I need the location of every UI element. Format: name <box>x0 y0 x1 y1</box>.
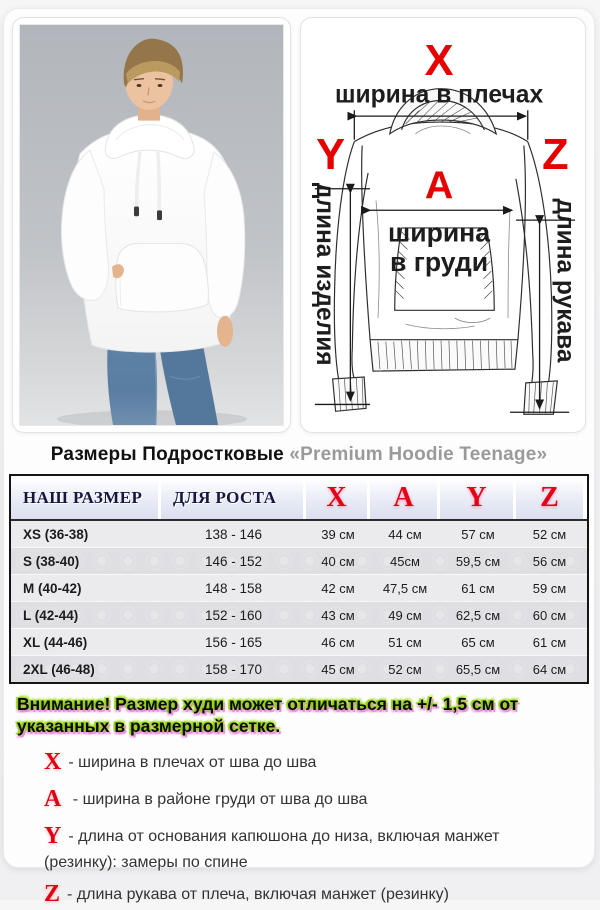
legend-item-y <box>44 821 576 874</box>
legend-item-z <box>44 879 576 910</box>
legend-text-a: - ширина в районе груди от шва до шва <box>68 791 368 809</box>
diagram-a-letter: A <box>424 163 454 208</box>
legend-item-a <box>44 784 576 816</box>
table-row: S (38-40) 146 - 152 40 см 45см 59,5 см 56 см <box>11 547 587 574</box>
size-table-header <box>11 476 587 521</box>
table-row: M (40-42) 148 - 158 42 см 47,5 см 61 см 59 см <box>11 574 587 601</box>
diagram-y-letter: Y <box>316 131 346 180</box>
header-cell-z: Z <box>516 476 583 519</box>
size-table-body <box>11 521 587 682</box>
legend-letter-z: Z <box>44 880 61 907</box>
measurement-legend <box>44 747 576 910</box>
table-row: 2XL (46-48) 158 - 170 45 см 52 см 65,5 см 64 см <box>11 655 587 682</box>
header-cell-a: A <box>370 476 440 519</box>
legend-text-x: - ширина в плечах от шва до шва <box>68 754 317 772</box>
measurement-diagram <box>307 24 579 426</box>
top-cards-row <box>4 9 594 433</box>
legend-item-x <box>44 747 576 779</box>
diagram-a-label-line1: ширина <box>388 217 491 248</box>
title-ru: Размеры Подростковые <box>50 444 284 465</box>
legend-letter-a: A <box>44 786 62 813</box>
size-chart-panel <box>3 8 595 907</box>
title-product-name: «Premium Hoodie Teenage» <box>289 444 548 465</box>
legend-letter-y: Y <box>44 822 62 849</box>
table-row: L (42-44) 152 - 160 43 см 49 см 62,5 см 60 см <box>11 601 587 628</box>
model-photo <box>19 24 284 426</box>
table-row: XS (36-38) 138 - 146 39 см 44 см 57 см 52 см <box>11 521 587 547</box>
diagram-z-label: длина рукава <box>551 198 579 363</box>
legend-letter-x: X <box>44 749 62 776</box>
model-photo-card <box>12 17 291 433</box>
legend-text-y: - длина от основания капюшона до низа, включая манжет (резинку): замеры по спине <box>44 827 500 872</box>
header-cell-height: ДЛЯ РОСТА <box>161 476 306 519</box>
diagram-z-letter: Z <box>542 131 569 180</box>
diagram-x-letter: X <box>424 37 454 85</box>
diagram-y-label: длина изделия <box>310 182 338 366</box>
table-row: XL (44-46) 156 - 165 46 см 51 см 65 см 61 см <box>11 628 587 655</box>
size-table <box>9 474 589 684</box>
header-cell-size: НАШ РАЗМЕР <box>11 476 161 519</box>
legend-text-z: - длина рукава от плеча, включая манжет (резинку) <box>67 885 449 903</box>
hoodie-measurement-diagram <box>307 24 579 426</box>
teen-in-white-hoodie-photo <box>20 25 283 425</box>
measurement-diagram-card <box>300 17 586 433</box>
size-tolerance-warning: Внимание! Размер худи может отличаться на +/- 1,5 см от указанных в размерной сетке. <box>17 694 519 737</box>
header-cell-x: X <box>306 476 370 519</box>
header-cell-y: Y <box>440 476 516 519</box>
diagram-a-label-line2: в груди <box>390 247 489 278</box>
page-title <box>4 444 594 466</box>
diagram-x-label: ширина в плечах <box>334 81 544 109</box>
